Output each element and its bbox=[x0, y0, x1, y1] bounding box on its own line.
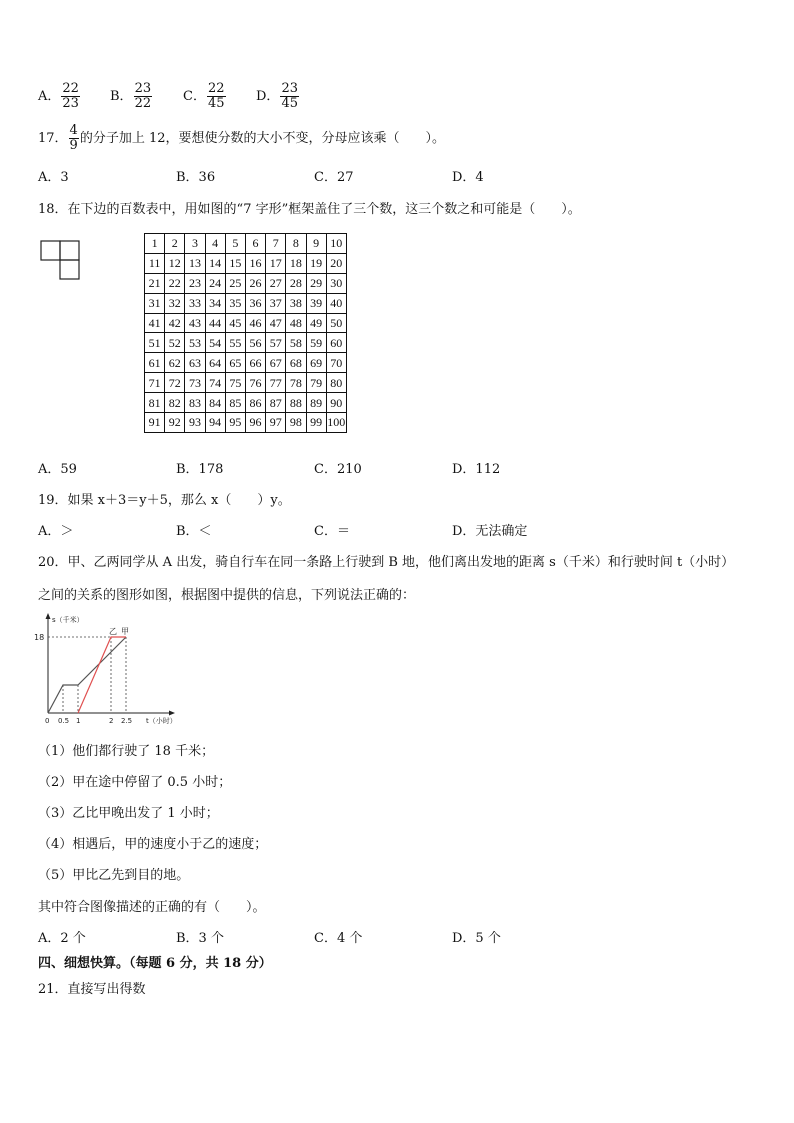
grid-row bbox=[145, 333, 347, 353]
q17-option-a: A．3 bbox=[38, 170, 69, 185]
grid-cell: 53 bbox=[185, 333, 205, 353]
grid-cell: 50 bbox=[326, 313, 346, 333]
q20-stem-line1: 20．甲、乙两同学从 A 出发，骑自行车在同一条路上行驶到 B 地，他们离出发地的距离 s（千米）和行驶时间 t（小时） bbox=[38, 555, 735, 570]
series-label-jia: 甲 bbox=[121, 627, 129, 636]
y-tick-18: 18 bbox=[34, 633, 45, 642]
grid-cell: 67 bbox=[266, 353, 286, 373]
grid-cell: 13 bbox=[185, 253, 205, 273]
q19-option-a: A．＞ bbox=[38, 524, 74, 539]
grid-cell: 34 bbox=[205, 293, 225, 313]
option-label: D． bbox=[256, 89, 280, 104]
grid-cell: 75 bbox=[225, 373, 245, 393]
grid-cell: 56 bbox=[245, 333, 265, 353]
distance-time-graph bbox=[30, 610, 190, 728]
grid-cell: 44 bbox=[205, 313, 225, 333]
grid-cell: 96 bbox=[245, 413, 265, 433]
grid-cell: 86 bbox=[245, 393, 265, 413]
grid-cell: 3 bbox=[185, 234, 205, 254]
grid-cell: 32 bbox=[165, 293, 185, 313]
grid-cell: 11 bbox=[145, 253, 165, 273]
grid-cell: 20 bbox=[326, 253, 346, 273]
q18-option-d: D．112 bbox=[452, 462, 501, 477]
grid-cell: 58 bbox=[286, 333, 306, 353]
q18-option-c: C．210 bbox=[314, 462, 362, 477]
grid-cell: 8 bbox=[286, 234, 306, 254]
grid-cell: 63 bbox=[185, 353, 205, 373]
q20-statement-3: （3）乙比甲晚出发了 1 小时； bbox=[38, 806, 219, 821]
grid-cell: 31 bbox=[145, 293, 165, 313]
grid-cell: 12 bbox=[165, 253, 185, 273]
grid-cell: 71 bbox=[145, 373, 165, 393]
hundred-number-table bbox=[144, 233, 347, 433]
q17-stem bbox=[38, 124, 445, 153]
series-yi-line bbox=[78, 637, 126, 713]
x-axis-label: t（小时） bbox=[146, 717, 177, 725]
seven-shape-frame-icon bbox=[40, 240, 82, 282]
grid-cell: 98 bbox=[286, 413, 306, 433]
grid-cell: 19 bbox=[306, 253, 326, 273]
grid-cell: 92 bbox=[165, 413, 185, 433]
option-label: C． bbox=[183, 89, 206, 104]
grid-cell: 14 bbox=[205, 253, 225, 273]
q18-option-a: A．59 bbox=[38, 462, 77, 477]
grid-cell: 60 bbox=[326, 333, 346, 353]
grid-cell: 41 bbox=[145, 313, 165, 333]
grid-cell: 4 bbox=[205, 234, 225, 254]
grid-cell: 83 bbox=[185, 393, 205, 413]
grid-cell: 61 bbox=[145, 353, 165, 373]
grid-cell: 94 bbox=[205, 413, 225, 433]
grid-row bbox=[145, 234, 347, 254]
grid-cell: 99 bbox=[306, 413, 326, 433]
grid-cell: 100 bbox=[326, 413, 346, 433]
grid-cell: 79 bbox=[306, 373, 326, 393]
grid-cell: 54 bbox=[205, 333, 225, 353]
grid-row bbox=[145, 253, 347, 273]
grid-cell: 81 bbox=[145, 393, 165, 413]
grid-cell: 37 bbox=[266, 293, 286, 313]
grid-cell: 18 bbox=[286, 253, 306, 273]
grid-row bbox=[145, 373, 347, 393]
grid-cell: 59 bbox=[306, 333, 326, 353]
grid-cell: 42 bbox=[165, 313, 185, 333]
grid-cell: 84 bbox=[205, 393, 225, 413]
grid-cell: 87 bbox=[266, 393, 286, 413]
section-heading: 四、细想快算。（每题 6 分，共 18 分） bbox=[38, 956, 272, 971]
grid-cell: 22 bbox=[165, 273, 185, 293]
grid-cell: 85 bbox=[225, 393, 245, 413]
fraction: $\frac{22}{45}$ bbox=[207, 81, 225, 111]
grid-cell: 70 bbox=[326, 353, 346, 373]
grid-cell: 26 bbox=[245, 273, 265, 293]
grid-cell: 35 bbox=[225, 293, 245, 313]
grid-cell: 66 bbox=[245, 353, 265, 373]
grid-cell: 16 bbox=[245, 253, 265, 273]
fraction: $\frac{22}{23}$ bbox=[62, 81, 79, 111]
grid-cell: 88 bbox=[286, 393, 306, 413]
grid-cell: 91 bbox=[145, 413, 165, 433]
grid-cell: 82 bbox=[165, 393, 185, 413]
question-text: 的分子加上 12，要想使分数的大小不变，分母应该乘（ ）。 bbox=[79, 131, 446, 146]
grid-cell: 49 bbox=[306, 313, 326, 333]
grid-cell: 9 bbox=[306, 234, 326, 254]
q20-option-d: D．5 个 bbox=[452, 931, 501, 946]
q16-option-c bbox=[183, 82, 227, 111]
grid-cell: 65 bbox=[225, 353, 245, 373]
grid-cell: 24 bbox=[205, 273, 225, 293]
grid-cell: 47 bbox=[266, 313, 286, 333]
series-jia-line bbox=[48, 637, 126, 713]
q18-stem: 18．在下边的百数表中，用如图的“7 字形”框架盖住了三个数，这三个数之和可能是（ ）。 bbox=[38, 202, 581, 217]
x-tick-1: 1 bbox=[76, 717, 81, 725]
q19-stem: 19．如果 x＋3＝y＋5，那么 x（ ）y。 bbox=[38, 493, 291, 508]
q17-option-c: C．27 bbox=[314, 170, 354, 185]
fraction: $\frac{23}{45}$ bbox=[281, 81, 298, 111]
grid-cell: 2 bbox=[165, 234, 185, 254]
grid-row bbox=[145, 293, 347, 313]
q20-option-c: C．4 个 bbox=[314, 931, 363, 946]
x-tick-2: 2 bbox=[109, 717, 114, 725]
grid-cell: 17 bbox=[266, 253, 286, 273]
grid-cell: 38 bbox=[286, 293, 306, 313]
x-axis-arrow bbox=[169, 711, 175, 716]
grid-cell: 25 bbox=[225, 273, 245, 293]
y-axis-label: s（千米） bbox=[52, 616, 84, 624]
x-tick-05: 0.5 bbox=[58, 717, 70, 725]
grid-cell: 80 bbox=[326, 373, 346, 393]
q20-statement-2: （2）甲在途中停留了 0.5 小时； bbox=[38, 775, 232, 790]
q16-option-a bbox=[38, 82, 81, 111]
grid-cell: 68 bbox=[286, 353, 306, 373]
option-label: B． bbox=[110, 89, 133, 104]
grid-cell: 97 bbox=[266, 413, 286, 433]
grid-cell: 15 bbox=[225, 253, 245, 273]
grid-cell: 6 bbox=[245, 234, 265, 254]
grid-cell: 55 bbox=[225, 333, 245, 353]
grid-cell: 28 bbox=[286, 273, 306, 293]
q19-option-d: D．无法确定 bbox=[452, 524, 528, 539]
grid-cell: 57 bbox=[266, 333, 286, 353]
fraction: $\frac{4}{9}$ bbox=[69, 123, 78, 153]
grid-row bbox=[145, 353, 347, 373]
q20-statement-1: （1）他们都行驶了 18 千米； bbox=[38, 744, 215, 759]
grid-cell: 45 bbox=[225, 313, 245, 333]
grid-cell: 89 bbox=[306, 393, 326, 413]
grid-cell: 76 bbox=[245, 373, 265, 393]
grid-cell: 90 bbox=[326, 393, 346, 413]
grid-cell: 62 bbox=[165, 353, 185, 373]
grid-cell: 40 bbox=[326, 293, 346, 313]
grid-cell: 95 bbox=[225, 413, 245, 433]
grid-row bbox=[145, 273, 347, 293]
grid-cell: 23 bbox=[185, 273, 205, 293]
grid-cell: 39 bbox=[306, 293, 326, 313]
q19-option-c: C．＝ bbox=[314, 524, 350, 539]
q16-option-b bbox=[110, 82, 153, 111]
grid-cell: 5 bbox=[225, 234, 245, 254]
q17-option-d: D．4 bbox=[452, 170, 484, 185]
grid-cell: 21 bbox=[145, 273, 165, 293]
grid-cell: 52 bbox=[165, 333, 185, 353]
grid-row bbox=[145, 393, 347, 413]
grid-cell: 48 bbox=[286, 313, 306, 333]
grid-cell: 77 bbox=[266, 373, 286, 393]
option-label: A． bbox=[38, 89, 61, 104]
q20-stem-line2: 之间的关系的图形如图，根据图中提供的信息，下列说法正确的： bbox=[38, 588, 416, 603]
x-tick-25: 2.5 bbox=[121, 717, 133, 725]
grid-cell: 74 bbox=[205, 373, 225, 393]
grid-cell: 93 bbox=[185, 413, 205, 433]
grid-cell: 72 bbox=[165, 373, 185, 393]
grid-cell: 51 bbox=[145, 333, 165, 353]
grid-cell: 30 bbox=[326, 273, 346, 293]
q18-option-b: B．178 bbox=[176, 462, 224, 477]
grid-cell: 10 bbox=[326, 234, 346, 254]
grid-cell: 69 bbox=[306, 353, 326, 373]
grid-cell: 36 bbox=[245, 293, 265, 313]
q17-option-b: B．36 bbox=[176, 170, 216, 185]
q21-stem: 21．直接写出得数 bbox=[38, 982, 146, 997]
grid-cell: 27 bbox=[266, 273, 286, 293]
grid-cell: 46 bbox=[245, 313, 265, 333]
q20-question: 其中符合图像描述的正确的有（ ）。 bbox=[38, 900, 266, 915]
q20-option-a: A．2 个 bbox=[38, 931, 86, 946]
q20-option-b: B．3 个 bbox=[176, 931, 224, 946]
grid-cell: 73 bbox=[185, 373, 205, 393]
q19-option-b: B．＜ bbox=[176, 524, 212, 539]
series-label-yi: 乙 bbox=[109, 627, 117, 636]
grid-row bbox=[145, 313, 347, 333]
q16-option-d bbox=[256, 82, 300, 111]
question-number: 17． bbox=[38, 131, 68, 146]
x-tick-0: 0 bbox=[45, 717, 50, 725]
grid-cell: 33 bbox=[185, 293, 205, 313]
q20-statement-4: （4）相遇后，甲的速度小于乙的速度； bbox=[38, 837, 268, 852]
grid-row bbox=[145, 413, 347, 433]
q20-statement-5: （5）甲比乙先到目的地。 bbox=[38, 868, 190, 883]
fraction: $\frac{23}{22}$ bbox=[134, 81, 152, 111]
grid-cell: 7 bbox=[266, 234, 286, 254]
grid-cell: 1 bbox=[145, 234, 165, 254]
grid-cell: 64 bbox=[205, 353, 225, 373]
grid-cell: 29 bbox=[306, 273, 326, 293]
y-axis-arrow bbox=[46, 613, 51, 619]
grid-cell: 78 bbox=[286, 373, 306, 393]
grid-cell: 43 bbox=[185, 313, 205, 333]
